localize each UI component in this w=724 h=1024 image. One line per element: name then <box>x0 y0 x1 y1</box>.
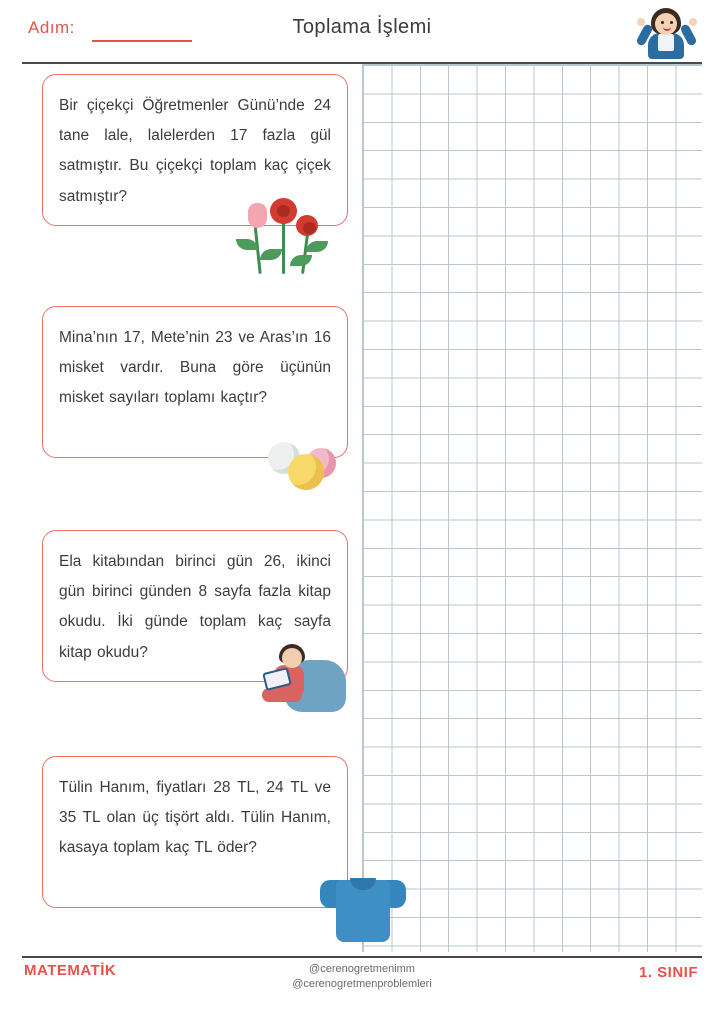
blue-tshirt-icon <box>320 872 406 946</box>
page-header <box>0 0 724 64</box>
footer-divider <box>22 956 702 958</box>
footer-credit-1: @cerenogretmenimm <box>309 963 415 975</box>
problem-text-3: Ela kitabından birinci gün 26, ikinci gün birinci günden 8 sayfa fazla kitap okudu. İki günde toplam kaç sayfa kitap okudu? <box>59 553 331 661</box>
problem-card-2 <box>42 306 348 458</box>
problem-text-4: Tülin Hanım, fiyatları 28 TL, 24 TL ve 35 TL olan üç tişört aldı. Tülin Hanım, kasaya toplam kaç TL öder? <box>59 779 331 857</box>
footer-subject: MATEMATİK <box>24 962 117 979</box>
problem-text-2: Mina’nın 17, Mete’nin 23 ve Aras’ın 16 misket vardır. Buna göre üçünün misket sayıları toplamı kaçtır? <box>59 329 331 407</box>
flowers-rose-tulip-icon <box>232 196 336 274</box>
problem-card-4 <box>42 756 348 908</box>
teacher-waving-icon <box>634 2 700 64</box>
student-name-write-line[interactable] <box>92 40 192 42</box>
page-title: Toplama İşlemi <box>292 16 432 38</box>
marbles-icon <box>266 438 342 496</box>
footer-credit-2: @cerenogretmenproblemleri <box>292 977 432 990</box>
problem-text-1: Bir çiçekçi Öğretmenler Günü’nde 24 tane lale, lalelerden 17 fazla gül satmıştır. Bu çiçekçi toplam kaç çiçek satmıştır? <box>59 97 331 205</box>
grid-workspace[interactable] <box>362 64 702 952</box>
student-name-label: Adım: <box>28 18 75 37</box>
footer-grade: 1. SINIF <box>638 964 698 981</box>
footer-credits <box>0 962 724 992</box>
girl-reading-book-icon <box>258 640 350 714</box>
